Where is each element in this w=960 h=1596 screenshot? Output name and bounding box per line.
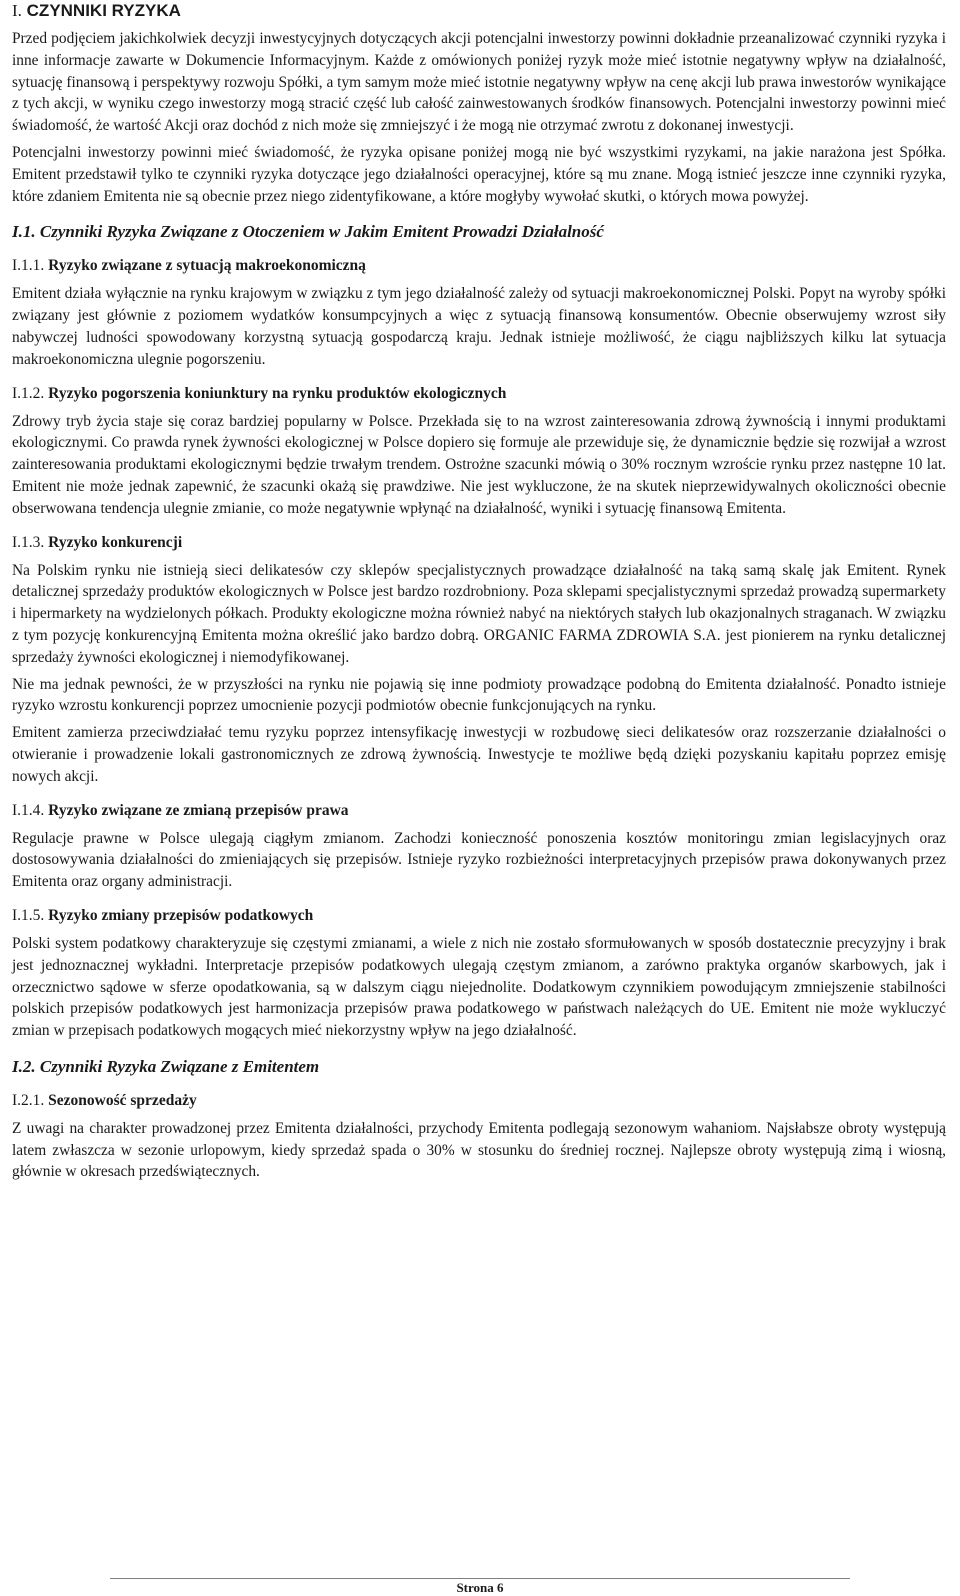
subsection-heading (12, 532, 946, 554)
subsection-heading (12, 255, 946, 277)
paragraph: Przed podjęciem jakichkolwiek decyzji inwestycyjnych dotyczących akcji potencjalni inwestorzy powinni dokładnie przeanalizować czynniki ryzyka i inne informacje zawarte w Dokumencie Informacyjnym. Każde z omówionych poniżej ryzyk może mieć istotnie negatywny wpływ na działalność, sytuację finansową i perspektywy rozwoju Spółki, a tym samym może mieć istotnie negatywny wpływ na cenę akcji lub prawa inwestorów wynikające z tych akcji, w wyniku czego inwestorzy mogą stracić część lub całość zainwestowanych środków finansowych. Potencjalni inwestorzy powinni mieć świadomość, że wartość Akcji oraz dochód z nich może się zmniejszyć i że mogą nie otrzymać zwrotu z dokonanej inwestycji. (12, 30, 946, 135)
footer-divider (110, 1578, 850, 1579)
subsection-heading (12, 1090, 946, 1112)
paragraph: Emitent działa wyłącznie na rynku krajowym w związku z tym jego działalność zależy od sytuacji makroekonomicznej Polski. Popyt na wyroby spółki związany jest głównie z poziomem wydatków konsumpcyjnych a więc z sytuacją finansową konsumentów. Obecnie obserwujemy wzrost siły nabywczej ludności spowodowany korzystną sytuacją gospodarczą kraju. Jednak istnieje możliwość, że ciągu najbliższych kilku lat sytuacja makroekonomiczna ulegnie pogorszeniu. (12, 285, 946, 368)
paragraph: Zdrowy tryb życia staje się coraz bardziej popularny w Polsce. Przekłada się to na wzrost zainteresowania zdrową żywnością i innymi produktami ekologicznymi. Co prawda rynek żywności ekologicznej w Polsce dopiero się formuje ale przewiduje się, że dynamicznie będzie się rozwijał a wzrost zainteresowania produktami ekologicznymi będzie trwałym trendem. Ostrożne szacunki mówią o 30% rocznym wzroście rynku przez następne 10 lat. Emitent nie może jednak zapewnić, że szacunki okażą się prawdziwe. Nie jest wykluczone, że na skutek nieprzewidywalnych okoliczności obecnie obserwowana tendencja ulegnie zmianie, co może negatywnie wpłynąć na działalność, wyniki i sytuację finansową Emitenta. (12, 412, 946, 517)
subsection-heading (12, 383, 946, 405)
section-title: CZYNNIKI RYZYKA (26, 1, 181, 20)
paragraph: Polski system podatkowy charakteryzuje się częstymi zmianami, a wiele z nich nie zostało sformułowanych w sposób dostatecznie precyzyjny i brak jest jednoznacznej wykładni. Interpretacje przepisów podatkowych ulegają częstym zmianom, a zarówno praktyka organów skarbowych, jak i orzecznictwo sądowe w sferze opodatkowania, są w dalszym ciągu niejednolite. Dodatkowym czynnikiem powodującym zmniejszenie stabilności polskich przepisów podatkowych jest harmonizacja przepisów prawa podatkowego w państwach należących do UE. Emitent nie może wykluczyć zmian w przepisach podatkowych mogących mieć niekorzystny wpływ na jego działalność. (12, 934, 946, 1040)
subsection-title: Ryzyko konkurencji (48, 533, 183, 551)
page-content (12, 0, 946, 1188)
section-number: I. (12, 1, 22, 20)
subsection-heading (12, 800, 946, 822)
paragraph: Nie ma jednak pewności, że w przyszłości na rynku nie pojawią się inne podmioty prowadzące podobną do Emitenta działalność. Ponadto istnieje ryzyko wzrostu konkurencji poprzez umocnienie pozycji podmiotów obecnie funkcjonujących na rynku. (12, 675, 946, 715)
subsection-number: I.2.1. (12, 1091, 45, 1109)
section-heading-main (12, 0, 946, 22)
subsection-number: I.1.3. (12, 533, 45, 551)
paragraph: Emitent zamierza przeciwdziałać temu ryzyku poprzez intensyfikację inwestycji w rozbudowę sieci delikatesów oraz rozszerzanie działalności o otwieranie i prowadzenie lokali gastronomicznych ze zdrową żywnością. Inwestycje te możliwe będą dzięki pozyskaniu kapitału poprzez emisję nowych akcji. (12, 724, 946, 785)
paragraph: Z uwagi na charakter prowadzonej przez Emitenta działalności, przychody Emitenta podlegają sezonowym wahaniom. Najsłabsze obroty występują latem zwłaszcza w sezonie urlopowym, kiedy sprzedaż spada o 30% w stosunku do średniej rocznej. Najlepsze obroty występują zimą i wiosną, głównie w okresach przedświątecznych. (12, 1119, 946, 1181)
subsection-number: I.1.4. (12, 801, 45, 819)
subsection-title: Ryzyko związane ze zmianą przepisów prawa (48, 801, 349, 819)
section-heading-1: I.1. Czynniki Ryzyka Związane z Otoczeniem w Jakim Emitent Prowadzi Działalność (12, 222, 604, 242)
section-heading-2: I.2. Czynniki Ryzyka Związane z Emitentem (12, 1056, 320, 1076)
subsection-number: I.1.2. (12, 384, 45, 402)
page-footer (0, 1572, 960, 1594)
subsection-title: Sezonowość sprzedaży (48, 1091, 197, 1109)
paragraph: Na Polskim rynku nie istnieją sieci delikatesów czy sklepów specjalistycznych prowadzące działalność na taką samą skalę jak Emitent. Rynek detalicznej sprzedaży produktów ekologicznych w Polsce jest bardzo rozdrobniony. Poza sklepami specjalistycznymi sprzedaż prowadzą supermarkety i hipermarkety na wydzielonych półkach. Produkty ekologiczne można również nabyć na niektórych stałych lub okazjonalnych straganach. W związku z tym pozycję konkurencyjną Emitenta można określić jako bardzo dobrą. ORGANIC FARMA ZDROWIA S.A. jest pionierem na rynku detalicznej sprzedaży żywności ekologicznej i niemodyfikowanej. (12, 561, 946, 666)
subsection-heading (12, 905, 946, 927)
subsection-title: Ryzyko zmiany przepisów podatkowych (48, 906, 314, 924)
subsection-number: I.1.1. (12, 257, 45, 275)
subsection-title: Ryzyko pogorszenia koniunktury na rynku produktów ekologicznych (48, 384, 507, 402)
page-number: Strona 6 (456, 1580, 504, 1595)
subsection-title: Ryzyko związane z sytuacją makroekonomiczną (48, 257, 366, 275)
paragraph: Potencjalni inwestorzy powinni mieć świadomość, że ryzyka opisane poniżej mogą nie być wszystkimi ryzykami, na jakie narażona jest Spółka. Emitent przedstawił tylko te czynniki ryzyka dotyczące jego działalności operacyjnej, które są mu znane. Mogą istnieć jeszcze inne czynniki ryzyka, które zdaniem Emitenta nie są obecnie przez niego zidentyfikowane, a które mogłyby wywołać skutki, o których mowa powyżej. (12, 143, 946, 205)
paragraph: Regulacje prawne w Polsce ulegają ciągłym zmianom. Zachodzi konieczność ponoszenia kosztów monitoringu zmian legislacyjnych oraz dostosowywania działalności do zmieniających się przepisów. Istnieje ryzyko rozbieżności interpretacyjnych przepisów prawa dokonywanych przez Emitenta oraz organy administracji. (12, 829, 946, 891)
subsection-number: I.1.5. (12, 906, 45, 924)
